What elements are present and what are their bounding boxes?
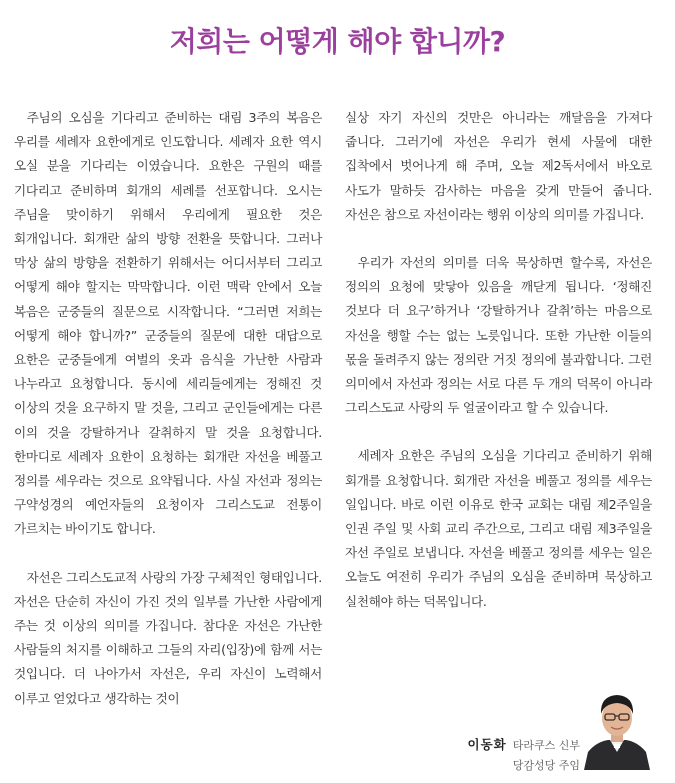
author-name: 이동화 (467, 737, 507, 752)
author-photo (582, 682, 652, 770)
author-parish: 당감성당 주임 (512, 759, 580, 772)
paragraph: 세례자 요한은 주님의 오심을 기다리고 준비하기 위해 회개를 요청합니다. 회개란 자선을 베풀고 정의를 세우는 일입니다. 바로 이런 이유로 한국 교회는 대림 제2주일을 인권 주일 및 사회 교리 주간으로, 그리고 대림 제3주일을 자선 주일로 보냅니다. 자선을 베풀고 정의를 세우는 일은 오늘도 여전히 우리가 주님의 오심을 준비하며 묵상하고 실천해야 하는 덕목입니다. (345, 448, 652, 609)
paragraph: 우리가 자선의 의미를 더욱 묵상하면 할수록, 자선은 정의의 요청에 맞닿아 있음을 깨닫게 됩니다. ‘정해진 것보다 더 요구’하거나 ‘강탈하거나 갈취’하는 마음으로 자선을 행할 수는 없는 노릇입니다. 또한 가난한 이들의 몫을 돌려주지 않는 정의란 거짓 정의에 불과합니다. 그런 의미에서 자선과 정의는 서로 다른 두 개의 덕목이 아니라 그리스도교 사랑의 두 얼굴이라고 할 수 있습니다. (345, 255, 652, 416)
article-title: 저희는 어떻게 해야 합니까? (169, 25, 506, 58)
author-byline (440, 734, 580, 773)
portrait-icon (582, 682, 652, 770)
left-column (14, 106, 322, 735)
author-role: 타라쿠스 신부 (512, 739, 580, 752)
paragraph: 자선은 그리스도교적 사랑의 가장 구체적인 형태입니다. 자선은 단순히 자신이 가진 것의 일부를 가난한 사람에게 주는 것 이상의 의미를 가집니다. 참다운 자선은 가난한 사람들의 처지를 이해하고 그들의 자리(입장)에 함께 서는 것입니다. 더 나아가서 자선은, 우리 자신이 노력해서 이루고 얻었다고 생각하는 것이 (14, 569, 322, 706)
right-column (345, 106, 652, 638)
paragraph: 주님의 오심을 기다리고 준비하는 대림 3주의 복음은 우리를 세례자 요한에게로 인도합니다. 세례자 요한 역시 오실 분을 기다리는 이였습니다. 요한은 구원의 때를 기다리고 준비하며 회개의 세례를 선포합니다. 오시는 주님을 맞이하기 위해서 우리에게 필요한 것은 회개입니다. 회개란 삶의 방향 전환을 뜻합니다. 그러나 막상 삶의 방향을 전환하기 위해서는 어디서부터 그리고 어떻게 해야 할지는 막막합니다. 이런 맥락 안에서 오늘 복음은 군중들의 질문으로 시작합니다. “그러면 저희는 어떻게 해야 합니까?” 군중들의 질문에 대한 대답으로 요한은 군중들에게 여벌의 옷과 음식을 가난한 사람과 나누라고 요청합니다. 동시에 세리들에게는 정해진 것 이상의 것을 요구하지 말 것을, 그리고 군인들에게는 다른 이의 것을 강탈하거나 갈취하지 말 것을 요청합니다. 한마디로 세례자 요한이 요청하는 회개란 자선을 베풀고 정의를 세우라는 것으로 요약됩니다. 사실 자선과 정의는 구약성경의 예언자들의 요청이자 그리스도교 전통이 가르치는 바이기도 합니다. (14, 110, 322, 537)
paragraph: 실상 자기 자신의 것만은 아니라는 깨달음을 가져다 줍니다. 그러기에 자선은 우리가 현세 사물에 대한 집착에서 벗어나게 해 주며, 오늘 제2독서에서 바오로 사도가 말하듯 감사하는 마음을 갖게 만들어 줍니다. 자선은 참으로 자선이라는 행위 이상의 의미를 가집니다. (345, 110, 652, 222)
